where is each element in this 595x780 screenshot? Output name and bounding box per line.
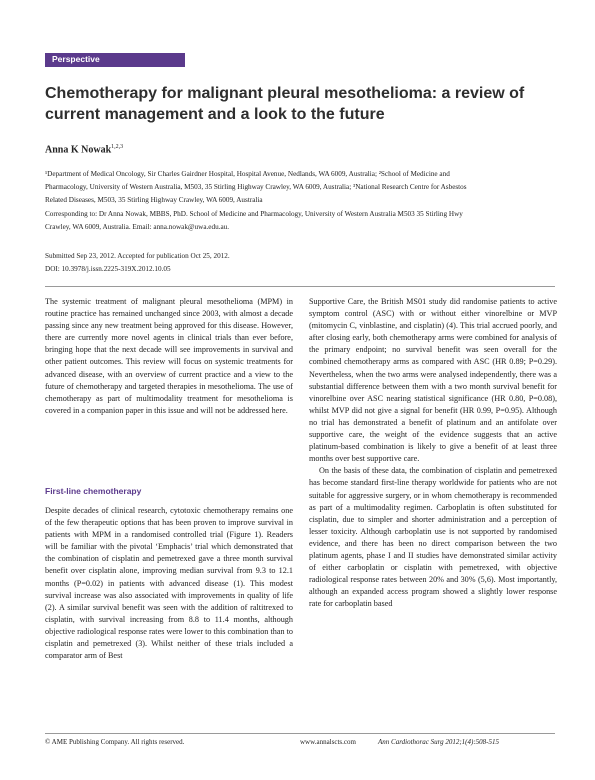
submitted-date: Submitted Sep 23, 2012. Accepted for publication Oct 25, 2012. xyxy=(45,252,230,260)
section-tag xyxy=(45,53,185,67)
affiliations xyxy=(45,168,555,234)
affiliation-line: ¹Department of Medical Oncology, Sir Charles Gairdner Hospital, Hospital Avenue, Nedlands, WA 6009, Australia; ²School of Medicine and xyxy=(45,170,450,178)
paragraph: Despite decades of clinical research, cytotoxic chemotherapy remains one of the few therapeutic options that has been proven to improve survival in patients with MPM in a randomised controlled trial (Figure 1). Readers will be familiar with the pivotal ‘Emphacis’ trial which demonstrated that the combination of cisplatin and pemetrexed gave a three month survival benefit over cisplatin alone, improving median survival from 9.3 to 12.1 months (P=0.02) in patients with advanced disease (1). This modest survival increase was also associated with improvements in quality of life (2). A similar survival benefit was seen with the addition of raltitrexed to cisplatin, with survival increasing from 8.8 to 11.4 months, although objective radiological response rates were lower to this combination than to cisplatin and pemetrexed (3). Whilst neither of these trials included a comparator arm of Best xyxy=(45,506,293,661)
header-divider xyxy=(45,286,555,287)
footer-divider xyxy=(45,733,555,734)
corresponding-line: Crawley, WA 6009, Australia. Email: anna.nowak@uwa.edu.au. xyxy=(45,222,230,231)
footer-website[interactable]: www.annalscts.com xyxy=(300,738,356,746)
section-tag-label: Perspective xyxy=(52,54,100,64)
right-column-body xyxy=(309,296,557,610)
paragraph: Supportive Care, the British MS01 study did randomise patients to active symptom control (ASC) with or without either vinorelbine or MVP (mitomycin C, vinblastine, and cisplatin) (4). This trial accrued poorly, and after closing early, both chemotherapy arms were combined for analysis of the primary endpoint; no survival benefit was seen overall for the combined chemotherapy arms as compared with ASC (HR 0.89; P=0.29). Nevertheless, when the two arms were analysed independently, there was a substantial difference between them with a two month survival benefit for vinorelbine over ASC nearing statistical significance (HR 0.80, P=0.08), whilst MVP did not give a signal for benefit (HR 0.99, P=0.95). Although no trial has demonstrated a benefit of platinum and an antifolate over supportive care, the weight of the evidence suggests that an active platinum-based combination is likely to give a benefit of at least three months over best supportive care. xyxy=(309,297,557,464)
footer-citation: Ann Cardiothorac Surg 2012;1(4):508-515 xyxy=(378,738,499,746)
left-column-body xyxy=(45,505,293,662)
abstract-paragraph xyxy=(45,296,293,417)
affiliation-line: Pharmacology, University of Western Australia, M503, 35 Stirling Highway Crawley, WA 6009, Australia; ³National Research Centre for Asbestos xyxy=(45,183,467,192)
section-heading: First-line chemotherapy xyxy=(45,486,142,496)
article-title: Chemotherapy for malignant pleural mesothelioma: a review of current management and a look to the future xyxy=(45,85,525,123)
submission-info xyxy=(45,250,555,275)
footer-copyright: © AME Publishing Company. All rights reserved. xyxy=(45,738,185,746)
author-affil-sup: 1,2,3 xyxy=(111,144,124,150)
doi[interactable]: DOI: 10.3978/j.issn.2225-319X.2012.10.05 xyxy=(45,264,171,273)
paragraph: On the basis of these data, the combination of cisplatin and pemetrexed has become standard first-line therapy worldwide for patients who are not suitable for aggressive surgery, or in whom chemotherapy is recommended as part of a multimodality regimen. Carboplatin is often substituted for cisplatin, due to simpler and shorter administration and a perception of lesser toxicity. Although carboplatin use is not supported by randomised evidence, and there has been no direct comparison between the two platinum agents, phase I and II studies have demonstrated similar activity of either carboplatin or cisplatin with pemetrexed, with objective radiological response rates between 20% and 30% (5,6). Most importantly, although an expanded access program showed a slightly lower response rate for carboplatin based xyxy=(309,466,557,609)
paragraph: The systemic treatment of malignant pleural mesothelioma (MPM) in routine practice has remained unchanged since 2003, with almost a decade passing since any new treatment being approved for this disease. However, there are currently more novel agents in clinical trials than ever before, bringing hope that the next decade will see improvements in survival and other patient outcomes. This review will focus on systemic treatments for advanced disease, with an overview of current practice and a view to the future of chemotherapy and targeted therapies in mesothelioma. The use of chemotherapy as part of multimodality treatment for mesothelioma is covered in a companion paper in this issue and will not be addressed here. xyxy=(45,297,293,415)
corresponding-line: Corresponding to: Dr Anna Nowak, MBBS, PhD. School of Medicine and Pharmacology, University of Western Australia M503 35 Stirling Hwy xyxy=(45,209,463,218)
author-line xyxy=(45,144,123,155)
affiliation-line: Related Diseases, M503, 35 Stirling Highway Crawley, WA 6009, Australia xyxy=(45,196,263,205)
author-name: Anna K Nowak xyxy=(45,144,112,156)
